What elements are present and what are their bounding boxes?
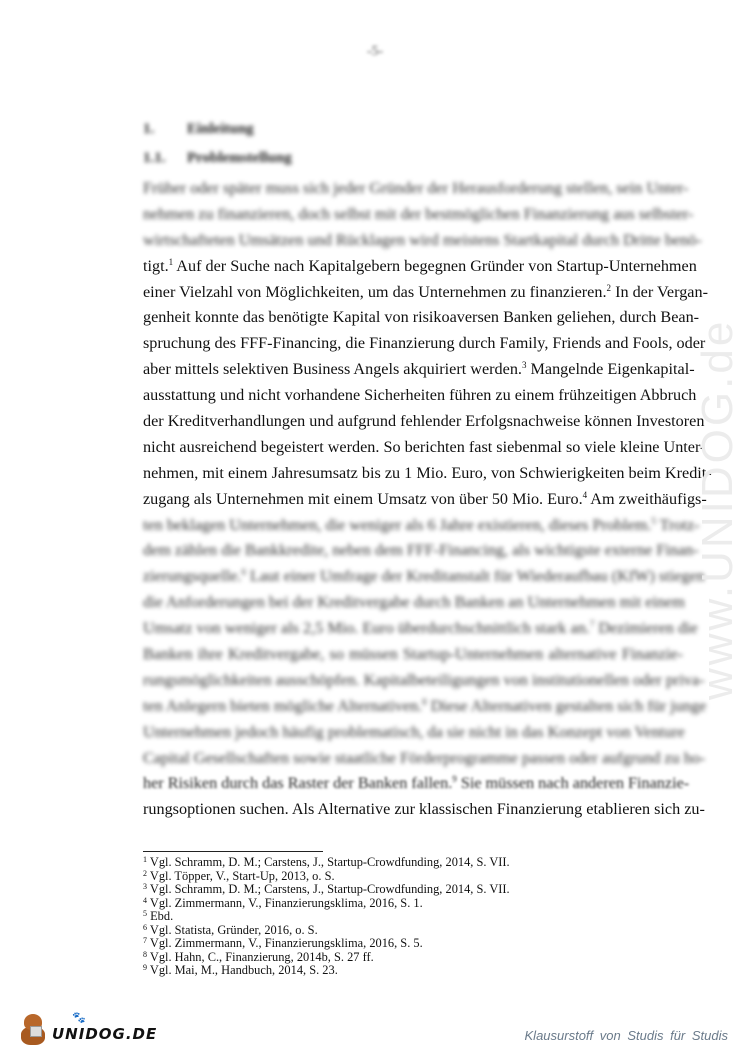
text-segment: Sie müssen nach anderen Finanzie- (456, 774, 690, 793)
heading-number: 1. (143, 121, 155, 137)
text-segment: Dezimieren die (594, 619, 698, 638)
text-segment: die Anforderungen bei der Kreditvergabe durch Banken an Unternehmen mit einem (143, 593, 685, 612)
text-line (143, 228, 702, 254)
page-number: -5- (366, 44, 384, 59)
text-segment: Diese Alternativen gestalten sich für junge (426, 696, 707, 715)
footer-tagline: Klausurstoff von Studis für Studis (524, 1028, 728, 1043)
footnote-number: 8 (143, 949, 147, 959)
footnote (143, 951, 510, 965)
footnote-number: 3 (143, 882, 147, 891)
text-segment: Banken ihre Kreditvergabe, so müssen Startup-Unternehmen alternative Finanzie- (143, 645, 683, 664)
text-line (143, 176, 689, 202)
text-line (143, 305, 700, 331)
text-segment: einer Vielzahl von Möglichkeiten, um das Unternehmen zu finanzieren. (143, 282, 607, 301)
text-segment: ten Anlegern bieten mögliche Alternativen. (143, 696, 423, 715)
text-segment: nehmen, mit einem Jahresumsatz bis zu 1 Mio. Euro, von Schwierigkeiten beim Kredit- (143, 463, 712, 482)
footnote-number: 2 (143, 868, 147, 878)
footnote-text: Vgl. Mai, M., Handbuch, 2014, S. 23. (149, 963, 338, 977)
footnote-text: Vgl. Schramm, D. M.; Carstens, J., Startup-Crowdfunding, 2014, S. VII. (149, 855, 510, 869)
heading-title: Problemstellung (187, 150, 292, 166)
text-line (143, 590, 683, 616)
footnote-number: 5 (143, 909, 147, 918)
footnote-reference: 4 (582, 489, 588, 500)
text-line (143, 771, 690, 797)
text-line (143, 564, 705, 590)
footnote-number: 7 (143, 936, 147, 945)
text-segment: Mangelnde Eigenkapital- (526, 360, 695, 379)
footnote-reference: 1 (168, 256, 174, 267)
footnote-number: 6 (143, 922, 147, 932)
text-line (143, 642, 683, 668)
text-segment: In der Vergan- (611, 282, 708, 301)
chapter-heading (143, 121, 254, 138)
text-segment: wirtschafteten Umsätzen und Rücklagen wird meistens Startkapital durch Dritte benö- (143, 230, 702, 249)
text-line (143, 616, 698, 642)
text-line (143, 668, 705, 694)
text-segment: ausstattung und nicht vorhandene Sicherheiten führen zu einem frühzeitigen Abbruch (143, 386, 697, 405)
footnote-reference: 5 (651, 515, 656, 526)
logo-text: UNIDOG.DE (52, 1025, 158, 1043)
footnote (143, 910, 510, 924)
text-line (143, 797, 705, 823)
footnote-number: 9 (143, 963, 147, 972)
text-segment: nicht ausreichend begeistert werden. So berichten fast siebenmal so viele kleine Unter- (143, 437, 706, 456)
text-segment: tigt. (143, 256, 169, 275)
heading-title: Einleitung (187, 121, 254, 137)
text-segment: her Risiken durch das Raster der Banken fallen. (143, 774, 453, 793)
text-line (143, 487, 707, 513)
section-heading (143, 150, 292, 167)
text-segment: Auf der Suche nach Kapitalgebern begegnen Gründer von Startup-Unternehmen (173, 256, 697, 275)
footnote (143, 964, 510, 978)
footnote-reference: 2 (606, 282, 612, 293)
text-segment: nehmen zu finanzieren, doch selbst mit der bestmöglichen Finanzierung aus selbster- (143, 204, 694, 223)
footnote-text: Vgl. Hahn, C., Finanzierung, 2014b, S. 27 ff. (149, 949, 374, 964)
footnote-reference: 3 (521, 360, 527, 371)
text-segment: Unternehmen jedoch häufig problematisch, da sie nicht in das Konzept von Venture (143, 722, 685, 741)
footnote-text: Vgl. Schramm, D. M.; Carstens, J., Startup-Crowdfunding, 2014, S. VII. (149, 882, 510, 896)
text-segment: dem zählen die Bankkredite, neben dem FFF-Financing, als wichtigste externe Finan- (143, 541, 699, 560)
footnote-reference: 6 (241, 567, 246, 578)
text-line (143, 409, 705, 435)
footnote-text: Vgl. Statista, Gründer, 2016, o. S. (149, 922, 318, 937)
footnote-number: 4 (143, 895, 147, 905)
text-line (143, 280, 708, 306)
footnote-text: Vgl. Töpper, V., Start-Up, 2013, o. S. (149, 868, 335, 883)
text-segment: spruchung des FFF-Financing, die Finanzierung durch Family, Friends and Fools, oder (143, 334, 706, 353)
text-line (143, 513, 700, 539)
heading-number: 1.1. (143, 150, 166, 166)
footnote-reference: 8 (422, 696, 427, 707)
text-line (143, 202, 694, 228)
text-line (143, 357, 695, 383)
text-line (143, 331, 706, 357)
watermark: www.UNIDOG.de (693, 318, 742, 700)
footnote (143, 937, 510, 951)
dog-mascot-icon (18, 1012, 48, 1046)
text-segment: der Kreditverhandlungen und aufgrund fehlender Erfolgsnachweise können Investoren (143, 412, 705, 431)
text-segment: genheit konnte das benötigte Kapital von risikoaversen Banken geliehen, durch Bean- (143, 308, 700, 327)
footnote-reference: 7 (589, 619, 595, 630)
text-line (143, 254, 697, 280)
text-line (143, 720, 683, 746)
text-line (143, 461, 712, 487)
footnote (143, 883, 510, 897)
text-segment: Am zweithäufigs- (587, 489, 707, 508)
footnote-separator (143, 851, 323, 852)
footnote-text: Ebd. (150, 909, 174, 923)
text-segment: Umsatz von weniger als 2,5 Mio. Euro überdurchschnittlich stark an. (143, 619, 590, 638)
text-segment: aber mittels selektiven Business Angels akquiriert werden. (143, 360, 522, 379)
text-segment: ten beklagen Unternehmen, die weniger als 6 Jahre existieren, dieses Problem. (143, 515, 652, 534)
footnote (143, 856, 510, 870)
text-line (143, 435, 706, 461)
footnote-number: 1 (143, 855, 147, 864)
footnote (143, 870, 510, 884)
text-segment: Trotz- (655, 515, 700, 534)
footnote-text: Vgl. Zimmermann, V., Finanzierungsklima, 2016, S. 1. (149, 895, 423, 910)
text-line (143, 538, 699, 564)
text-segment: zugang als Unternehmen mit einem Umsatz von über 50 Mio. Euro. (143, 489, 583, 508)
unidog-logo (18, 1012, 157, 1046)
text-line (143, 694, 707, 720)
text-segment: Laut einer Umfrage der Kreditanstalt für Wiederaufbau (KfW) stiegen (245, 567, 705, 586)
text-segment: zierungsquelle. (143, 567, 242, 586)
footnote-text: Vgl. Zimmermann, V., Finanzierungsklima, 2016, S. 5. (149, 936, 423, 950)
text-segment: rungsoptionen suchen. Als Alternative zur klassischen Finanzierung etablieren sich zu- (143, 800, 705, 819)
footnotes (143, 856, 510, 978)
body-text (143, 176, 712, 823)
footnote (143, 897, 510, 911)
text-line (143, 383, 697, 409)
text-line (143, 746, 706, 772)
text-segment: Capital Gesellschaften sowie staatliche Förderprogramme passen oder aufgrund zu ho- (143, 748, 706, 767)
text-segment: rungsmöglichkeiten ausschöpfen. Kapitalbeteiligungen von institutionellen oder priva- (143, 670, 705, 689)
text-segment: Früher oder später muss sich jeder Gründer der Herausforderung stellen, sein Unter- (143, 179, 689, 197)
footnote (143, 924, 510, 938)
footnote-reference: 9 (452, 774, 457, 785)
paw-icon: 🐾 (72, 1011, 87, 1024)
